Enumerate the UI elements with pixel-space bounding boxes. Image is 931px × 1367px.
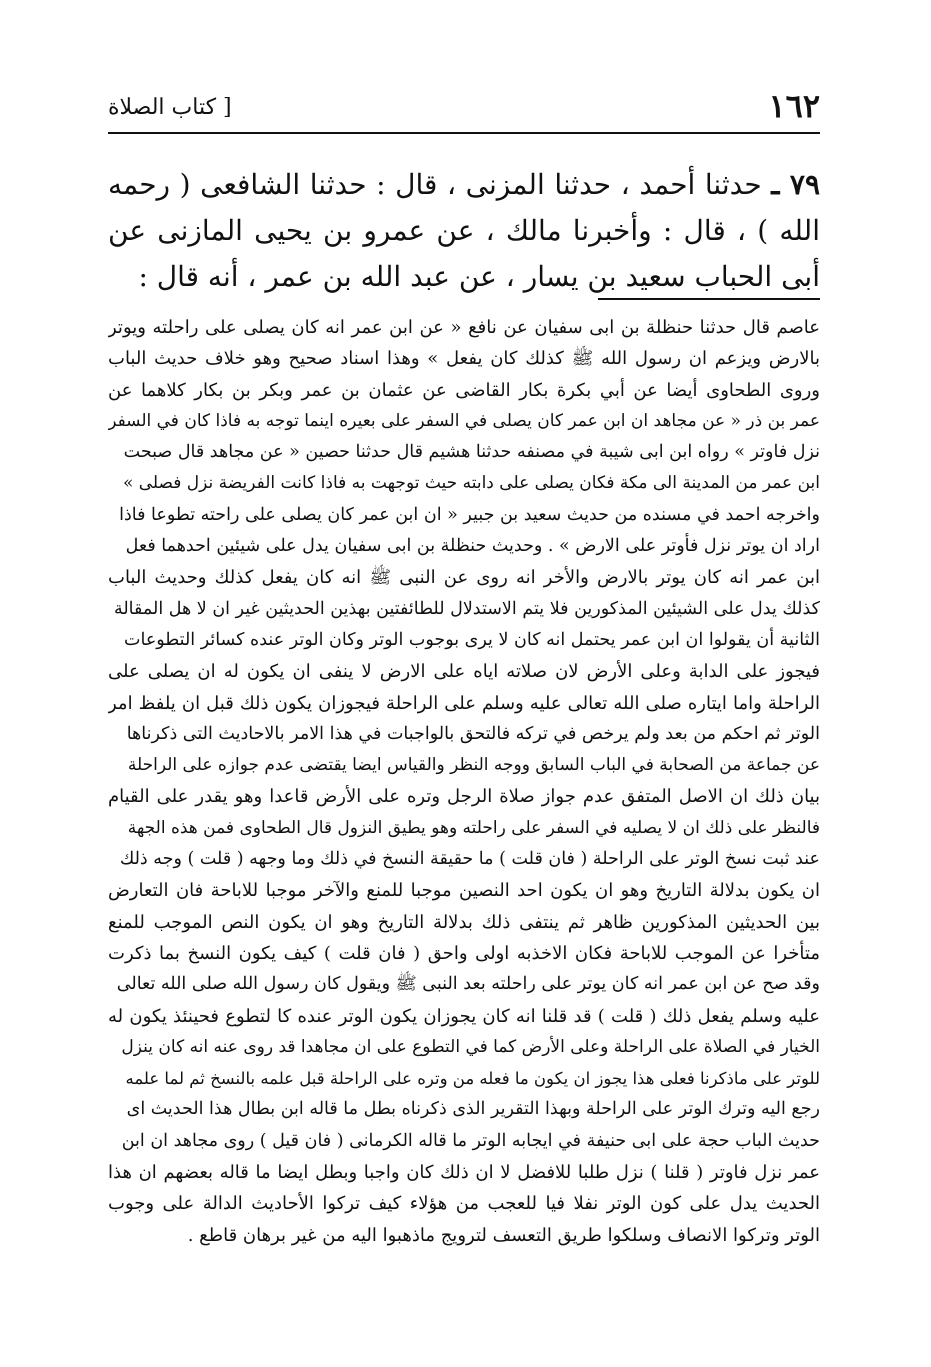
commentary-line: فالنظر على ذلك ان لا يصليه في السفر على راحلته وهو يطيق النزول قال الطحاوى فمن هذه الجهة: [127, 817, 820, 838]
commentary-line: نزل فاوتر » رواه ابن ابى شيبة في مصنفه حدثنا هشيم قال حدثنا حصين « عن مجاهد قال صبحت: [123, 442, 820, 463]
commentary-line: بين الحديثين المذكورين ظاهر ثم ينتفى ذلك بدلالة التاريخ وهو ان يكون النص الموجب للمنع: [108, 911, 820, 933]
commentary-line: كذلك يدل على الشيئين المذكورين فلا يتم الاستدلال للطائفتين بهذين الحديثين غير ان لا هل المقالة: [113, 598, 820, 619]
commentary-line: للوتر على ماذكرنا فعلى هذا يجوز ان يكون ما فعله من وتره على الراحلة قبل علمه بالنسخ ثم لما علمه: [125, 1069, 820, 1089]
commentary-line: الوتر وتركوا الانصاف وسلكوا طريق التعسف لترويج ماذهبوا اليه من غير برهان قاطع .: [187, 1224, 820, 1246]
commentary-line: عمر نزل فاوتر ( قلنا ) نزل طلبا للافضل لا ان ذلك كان واجبا وبطل ايضا ما قاله بعضهم ان هذا: [108, 1162, 820, 1184]
commentary-line: حديث الباب حجة على ابى حنيفة في ايجابه الوتر ما قاله الكرمانى ( فان قيل ) روى مجاهد ان ابن: [121, 1130, 820, 1151]
commentary-line: عن جماعة من الصحابة في الباب السابق ووجه النظر والقياس ايضا يقتضى عدم جوازه على الراحلة: [127, 755, 820, 776]
commentary-line: واخرجه احمد في مسنده من حديث سعيد بن جبير « ان ابن عمر كان يصلى على راحته تطوعا فاذا: [119, 504, 820, 525]
commentary-line: عليه وسلم يفعل ذلك ( قلت ) قد قلنا انه كان يجوزان يكون الوتر عنده كا لتطوع فحينئذ يكون له: [108, 1005, 820, 1027]
commentary-line: وقد صح عن ابن عمر انه كان يوتر على راحلته بعد النبى ﷺ ويقول كان رسول الله صلى الله تعالى: [116, 974, 820, 995]
commentary-line: الخيار في الصلاة على الراحلة وعلى الأرض كما في التطوع على ان مجاهدا قد روى عنه انه كان ينزل: [121, 1036, 820, 1057]
commentary-line: بالارض ويزعم ان رسول الله ﷺ كذلك كان يفعل » وهذا اسناد صحيح وهو خلاف حديث الباب: [108, 348, 820, 370]
commentary-line: عاصم قال حدثنا حنظلة بن ابى سفيان عن نافع « عن ابن عمر انه كان يصلى على راحلته ويوتر: [108, 317, 820, 338]
commentary-line: وروى الطحاوى أيضا عن أبي بكرة بكار القاضى عن عثمان بن عمر وبكر بن بكار كلاهما عن: [108, 379, 820, 401]
footnote-separator: [598, 298, 820, 300]
commentary-line: ابن عمر من المدينة الى مكة فكان يصلى على دابته حيث توجهت به فاذا كانت الفريضة نزل فصلى »: [122, 473, 820, 494]
commentary-block: [108, 312, 820, 1251]
commentary-line: فيجوز على الدابة وعلى الأرض لان صلاته اياه على الارض لا ينفى ان يكون له ان يصلى على: [108, 661, 820, 683]
commentary-line: الحديث يدل على كون الوتر نفلا فيا للعجب من هؤلاء كيف تركوا الأحاديث الدالة على وجوب: [108, 1193, 820, 1215]
commentary-line: عمر بن ذر « عن مجاهد ان ابن عمر كان يصلى في السفر على بعيره اينما توجه به فاذا كان في السفر: [108, 410, 820, 431]
commentary-line: ان يكون بدلالة التاريخ وهو ان يكون احد النصين موجبا للمنع والآخر موجبا للاباحة فان التعارض: [108, 880, 820, 902]
commentary-line: الراحلة واما ايتاره صلى الله تعالى عليه وسلم على الراحلة فيجوزان يكون ذلك قبل ان يلفظ امر: [108, 692, 820, 714]
page-number: ١٦٢: [768, 87, 820, 125]
commentary-line: ابن عمر انه كان يوتر بالارض والأخر انه روى عن النبى ﷺ انه كان يفعل كذلك وحديث الباب: [108, 567, 820, 589]
commentary-line: الوتر ثم احكم من بعد ولم يرخص في تركه فالتحق بالواجبات في هذا الامر بالاحاديث التى ذكرناها: [126, 723, 820, 744]
commentary-line: الثانية أن يقولوا ان ابن عمر يحتمل انه كان لا يرى بوجوب الوتر وكان الوتر عنده كسائر التطوعات: [124, 629, 820, 650]
hadith-text-block: [108, 162, 820, 300]
page-header: [108, 80, 820, 134]
book-title: [ كتاب الصلاة: [108, 95, 232, 120]
commentary-line: رجع اليه وترك الوتر على الراحلة وبهذا التقرير الذى ذكرناه بطل ما قاله ابن بطال هذا الحديث اى: [126, 1099, 820, 1120]
hadith-text: حدثنا أحمد ، حدثنا المزنى ، قال : حدثنا الشافعى ( رحمه الله ) ، قال : وأخبرنا مالك ، عن عمرو بن يحيى المازنى عن أبى الحباب سعيد بن يسار ، عن عبد الله بن عمر ، أنه قال :: [108, 168, 820, 293]
commentary-line: اراد ان يوتر نزل فأوتر على الارض » . وحديث حنظلة بن ابى سفيان يدل على شيئين احدهما فعل: [125, 536, 820, 557]
commentary-line: عند ثبت نسخ الوتر على الراحلة ( فان قلت ) ما حقيقة النسخ في ذلك وما وجهه ( قلت ) وجه ذلك: [119, 849, 820, 870]
commentary-line: بيان ذلك ان الاصل المتفق عدم جواز صلاة الرجل وتره على الأرض قاعدا وهو يقدر على القيام: [108, 786, 820, 808]
hadith-number: ٧٩ ـ: [771, 168, 820, 201]
commentary-line: متأخرا عن الموجب للاباحة فكان الاخذبه اولى واحق ( فان قلت ) كيف يكون النسخ بما ذكرت: [108, 942, 820, 964]
